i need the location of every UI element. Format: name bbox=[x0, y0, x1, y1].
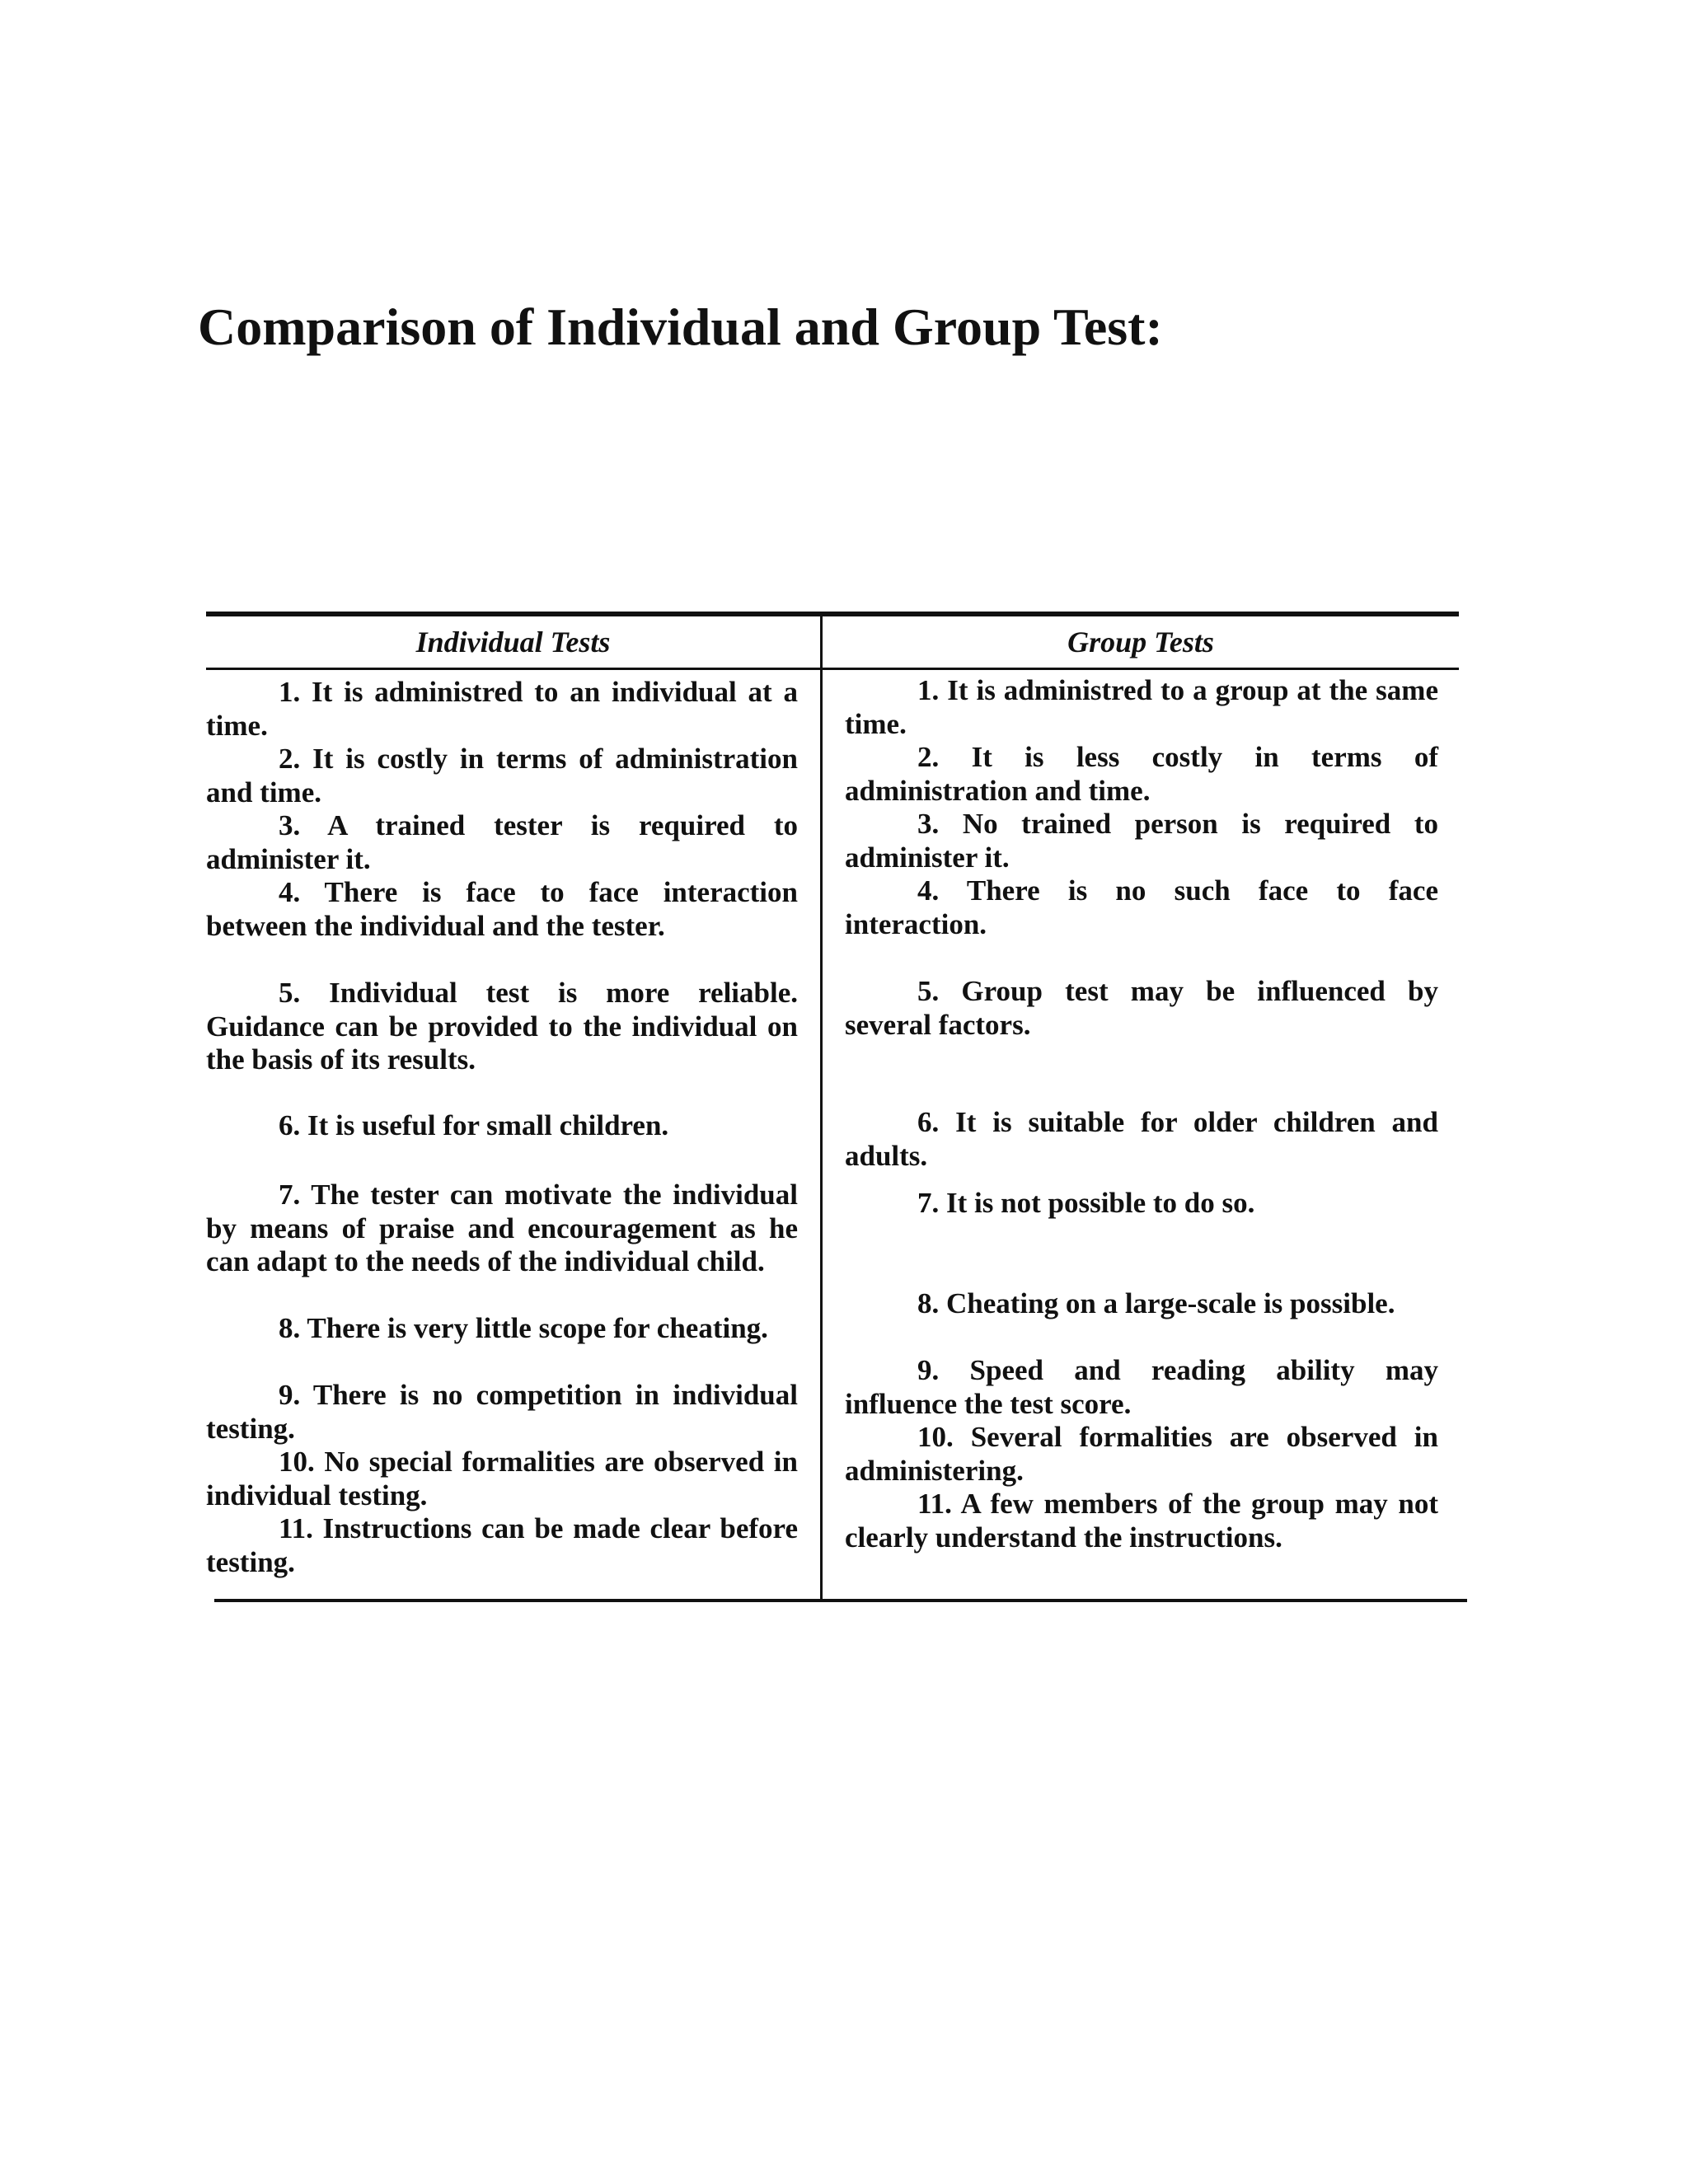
group-item-6: 6. It is suitable for older children and adults. bbox=[845, 1106, 1438, 1172]
column-header-individual: Individual Tests bbox=[415, 626, 611, 658]
group-item-5: 5. Group test may be influenced by several factors. bbox=[845, 975, 1438, 1041]
individual-item-8: 8. There is very little scope for cheating. bbox=[279, 1312, 768, 1344]
group-item-2: 2. It is less costly in terms of administration and time. bbox=[845, 741, 1438, 807]
table-header-rule bbox=[206, 668, 1459, 670]
group-item-9: 9. Speed and reading ability may influence the test score. bbox=[845, 1354, 1438, 1420]
individual-item-10: 10. No special formalities are observed in individual testing. bbox=[206, 1446, 798, 1511]
group-item-11: 11. A few members of the group may not clearly understand the instructions. bbox=[845, 1488, 1438, 1554]
individual-item-5: 5. Individual test is more reliable. Guidance can be provided to the individual on the basis of its results. bbox=[206, 977, 798, 1076]
group-item-7: 7. It is not possible to do so. bbox=[917, 1187, 1255, 1219]
group-item-8: 8. Cheating on a large-scale is possible. bbox=[917, 1287, 1395, 1319]
group-item-4: 4. There is no such face to face interaction. bbox=[845, 874, 1438, 940]
individual-item-11: 11. Instructions can be made clear before testing. bbox=[206, 1512, 798, 1578]
comparison-table bbox=[206, 612, 1459, 1610]
table-top-rule bbox=[206, 612, 1459, 616]
individual-item-6: 6. It is useful for small children. bbox=[279, 1109, 669, 1141]
group-item-1: 1. It is administred to a group at the same time. bbox=[845, 674, 1438, 740]
column-header-group: Group Tests bbox=[1067, 626, 1214, 658]
individual-item-1: 1. It is administred to an individual at a time. bbox=[206, 676, 798, 742]
column-divider bbox=[820, 616, 823, 1599]
individual-item-3: 3. A trained tester is required to administer it. bbox=[206, 809, 798, 875]
individual-item-4: 4. There is face to face interaction between the individual and the tester. bbox=[206, 876, 798, 942]
group-item-3: 3. No trained person is required to administer it. bbox=[845, 808, 1438, 874]
individual-item-9: 9. There is no competition in individual testing. bbox=[206, 1379, 798, 1445]
group-item-10: 10. Several formalities are observed in administering. bbox=[845, 1421, 1438, 1487]
table-bottom-rule bbox=[214, 1599, 1467, 1602]
individual-item-7: 7. The tester can motivate the individual by means of praise and encouragement as he can adapt to the needs of the individual child. bbox=[206, 1179, 798, 1277]
individual-item-2: 2. It is costly in terms of administration and time. bbox=[206, 743, 798, 808]
page-title: Comparison of Individual and Group Test: bbox=[198, 298, 1163, 356]
